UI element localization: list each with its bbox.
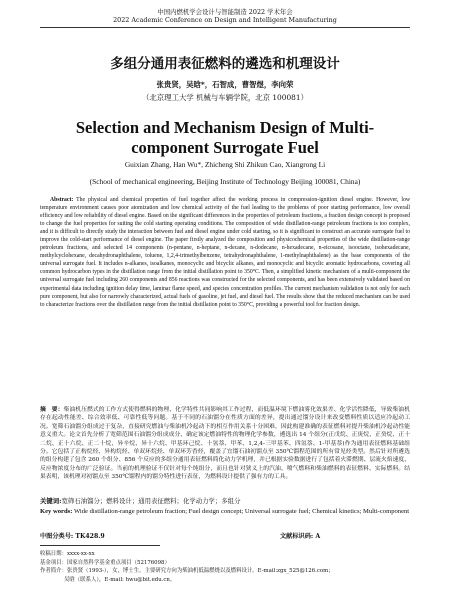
footnotes [40, 550, 410, 584]
abstract-cn [40, 406, 410, 482]
title-cn: 多组分通用表征燃料的遴选和机理设计 [110, 56, 340, 72]
title-en: Selection and Mechanism Design of Multi-component Surrogate Fuel [75, 118, 375, 157]
footnote-funding: 基金项目：国家自然科学基金重点项目（52176098） [40, 559, 170, 566]
abstract-en-text: The physical and chemical properties of fuel together affect the working process in compression-ignition diesel engine. However, low temperature environment causes poor atomization and low chemical activity of the fuel leading to the problems of poor starting performance, low overall efficiency and low reliability of diesel engine. Based on the significant differences in the properties of petroleum fractions, a fraction design concept is proposed to change the fuel properties for suiting the cold starting operating conditions. The composition of wide distillation-range petroleum fractions is too complex, and it is difficult to directly study the interaction between fuel and diesel engine under cold starting, so it is significant to construct an accurate surrogate fuel to improve the cold-start performance of diesel engine. The paper firstly analyzed the composition and physicochemical properties of the wide distillation-range petroleum fractions, and selected 14 components (n-pentane, n-heptane, n-decane, n-dodecane, n-hexadecane, n-eicosane, isooctane, isohexadecane, methylcyclohexane, decahydronaphthalene, toluene, 1,2,4-trimethylbenzene, tetrahydronaphthalene, 1-methylnaphthalene) as the base components of the universal surrogate fuel. It includes n-alkanes, isoalkanes, monocyclic and bicyclic alkanes, and monocyclic and bicyclic aromatic hydrocarbons, covering all common hydrocarbon types in the distillation range from the initial distillation point to 350°C. Then, a simplified kinetic mechanism of a multi-component the universal surrogate fuel including 260 components and 856 reactions was constructed for the selected components, and has been extensively validated based on experimental data including ignition delay time, laminar flame speed, and species concentration profiles. The current mechanism validation is not only for each pure component, but also for narrowly characterized, actual fuels of gasoline, jet fuel, and diesel fuel. The results show that the reduced mechanism can be used to characterize fractions over the distillation range from the initial distillation point to 350°C, providing a powerful tool for fraction design. [40, 197, 410, 308]
abstract-en-label: Abstract: [50, 197, 74, 203]
keywords-cn-label: 关键词: [40, 497, 62, 505]
document-code: 文献标识码: A [280, 533, 321, 540]
footnote-received: 收稿日期：xxxx-xx-xx [40, 551, 95, 557]
running-header-en: 2022 Academic Conference on Design and Intelligent Manufacturing [113, 16, 337, 24]
footnote-author-bio: 作者简介：张贵贤（1993-），女，博士生，主要研究方向为柴油机低温燃烧以及燃料设计。E-mail:zgx_525@126.com； [40, 568, 334, 574]
keywords-en-label: Key words: [40, 508, 73, 515]
footnote-rule [40, 545, 160, 546]
keywords-en [40, 508, 410, 517]
abstract-cn-text: 柴油机压燃式的工作方式使得燃料的物理、化学特性共同影响其工作过程，而低温环境下燃油雾化效果差、化学活性降低，导致柴油机存在起动性能差、综合效率低、可靠性低等问题。基于不同的石油馏分在性质方面的差异，提出通过馏分设计来改变燃料性质以适应冷起动工况。宽筛石油馏分组成过于复杂，直接研究燃油与柴油机冷起动下的相互作用关系十分困难，因此构建准确的表征燃料对提升柴油机冷起动性能意义重大。论文首先分析了宽筛范围石油馏分组成成分、确定该定燃油特性的物理化学参数，遴选出 14 个组分(正戊烷、正庚烷、正癸烷、正十二烷、正十六烷、正二十烷、异辛烷、异十六烷、甲基环己烷、十氢萘、甲苯、1,2,4-三甲基苯、四氢萘、1-甲基萘)作为通用表征燃料基础组分。它包括了正构烷烃、异构烷烃、单双环烷烃、单双环芳香烃，覆盖了宜馏石油初馏点至 350℃馏程范围的所有常见烃类型。然后针对所遴选的组分构建了包含 260 个组分、856 个反应的多组分通用表征燃料简化动力学机理，并已根据实验数据进行了包括着火滞燃期、层流火焰速度、反应物浓度分布的广泛验证。当前的机理验证不仅针对每个纯组分，而且也针对狭义上的汽油、喷气燃料和柴油燃料的表征燃料、实际燃料。结果表明，该机理对初馏点至 350℃馏程内的馏分特性进行表征，为燃料设计提供了强有力的工具。 [40, 407, 410, 481]
clc-number: 中图分类号: TK428.9 [40, 533, 105, 540]
classification-line [40, 531, 410, 540]
keywords-en-text: Wide distillation-range petroleum fraction; Fuel design concept; Universal surrogate fuel; Chemical kinetics; Multi-component [72, 508, 410, 515]
authors-cn: 张贵贤，吴晗*，石智成，曹智煜，李向荣 [156, 80, 294, 89]
authors-en: Guixian Zhang, Han Wu*, Zhicheng Shi Zhikun Cao, Xiangrong Li [124, 160, 326, 169]
footnote-contact: 吴晗（联系人），E-mail: hwu@bit.edu.cn。 [64, 576, 176, 583]
abstract-en [40, 196, 410, 309]
running-header-cn: 中国内燃机学会设计与智能制造 2022 学术年会 [157, 8, 293, 16]
keywords-cn [40, 496, 410, 505]
affiliation-cn: （北京理工大学 机械与车辆学院，北京 100081） [142, 93, 308, 102]
abstract-cn-label: 摘 要： [40, 407, 64, 413]
keywords-cn-text: 宽筛石油馏分；燃料设计；通用表征燃料；化学动力学；多组分 [61, 497, 241, 505]
header-rule [40, 27, 410, 28]
affiliation-en: (School of mechanical engineering, Beijing Institute of Technology Beijing 100081, China) [89, 177, 361, 186]
